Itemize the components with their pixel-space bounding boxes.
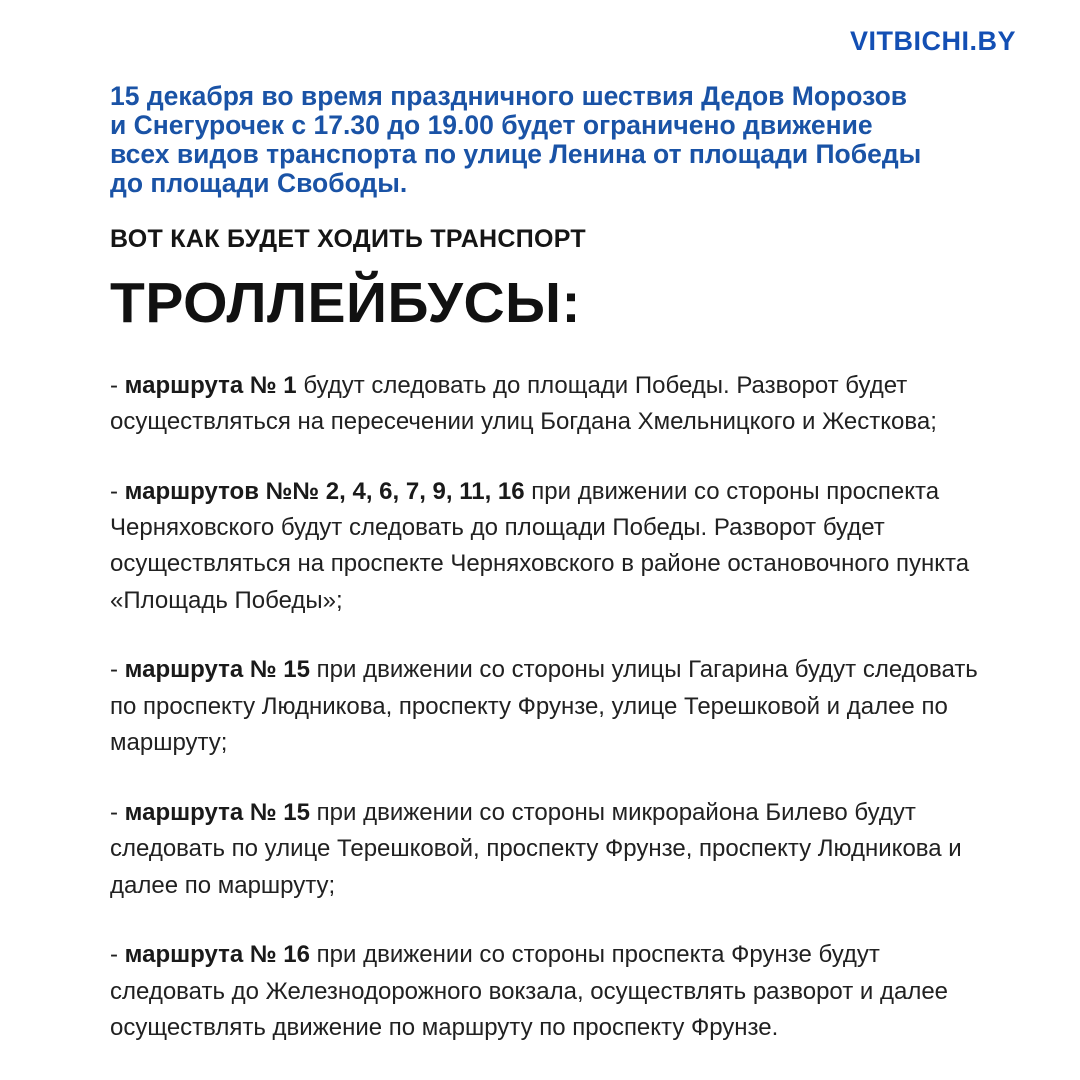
route-description: при движении со стороны микрорайона Билево будут следовать по улице Терешковой, проспекту Фрунзе, проспекту Людникова и далее по маршруту; [110,798,962,899]
route-dash: - [110,941,118,969]
page-title: ТРОЛЛЕЙБУСЫ: [110,270,581,335]
route-number: маршрута № 1 [124,371,297,399]
route-list [110,368,990,1047]
route-item [110,795,990,904]
route-number: маршрутов №№ 2, 4, 6, 7, 9, 11, 16 [124,477,525,505]
route-number: маршрута № 15 [124,656,310,684]
section-subheading: ВОТ КАК БУДЕТ ХОДИТЬ ТРАНСПОРТ [110,224,586,253]
route-dash: - [110,798,118,826]
route-description: при движении со стороны проспекта Фрунзе будут следовать до Железнодорожного вокзала, осуществлять разворот и далее осуществлять движение по маршруту по проспекту Фрунзе. [110,941,949,1042]
route-item [110,652,990,761]
route-item [110,474,990,620]
route-dash: - [110,656,118,684]
route-dash: - [110,477,118,505]
route-number: маршрута № 16 [124,941,310,969]
route-number: маршрута № 15 [124,798,310,826]
route-item [110,368,990,441]
site-logo: VITBICHI.BY [849,26,1016,56]
route-description: при движении со стороны проспекта Черняховского будут следовать до площади Победы. Разворот будет осуществляться на проспекте Черняховского в районе остановочного пункта «Площадь Победы»; [110,477,970,614]
route-dash: - [110,371,118,399]
route-item [110,937,990,1046]
poster-content [110,82,990,1047]
intro-paragraph: 15 декабря во время праздничного шествия Дедов Морозов и Снегурочек с 17.30 до 19.00 будет ограничено движение всех видов транспорта по улице Ленина от площади Победы до площади Свободы. [110,81,922,199]
route-description: будут следовать до площади Победы. Разворот будет осуществляться на пересечении улиц Богдана Хмельницкого и Жесткова; [110,371,937,436]
route-description: при движении со стороны улицы Гагарина будут следовать по проспекту Людникова, проспекту Фрунзе, улице Терешковой и далее по маршруту; [110,656,978,757]
